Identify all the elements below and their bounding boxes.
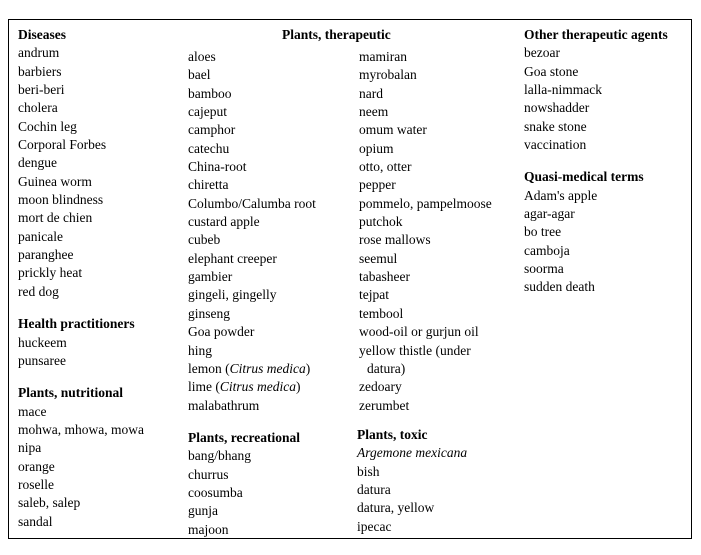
plants-toxic-heading: Plants, toxic <box>357 427 428 442</box>
list-item: barbiers <box>18 63 62 79</box>
list-item: moon blindness <box>18 192 104 208</box>
list-item: China-root <box>188 159 247 175</box>
list-item: Cochin leg <box>18 118 77 134</box>
diseases-heading: Diseases <box>18 27 66 42</box>
list-item: agar-agar <box>524 206 575 222</box>
list-item: vaccination <box>524 137 587 153</box>
list-item: majoon <box>188 521 229 537</box>
column-c-toxic <box>357 426 467 536</box>
list-item: tabasheer <box>359 269 410 285</box>
list-item: sudden death <box>524 279 595 295</box>
list-item: sandal <box>18 513 53 529</box>
list-item: roselle <box>18 476 54 492</box>
list-item: churrus <box>188 466 229 482</box>
list-item: opium <box>359 140 394 156</box>
list-item: mohwa, mhowa, mowa <box>18 421 144 437</box>
list-item: putchok <box>359 214 403 230</box>
list-item: bezoar <box>524 45 560 61</box>
list-item: hing <box>188 342 213 358</box>
list-item: catechu <box>188 140 230 156</box>
list-item: zerumbet <box>359 397 410 413</box>
list-item: elephant creeper <box>188 250 277 266</box>
column-a <box>18 26 144 531</box>
list-item: Goa powder <box>188 324 255 340</box>
list-item: gunja <box>188 503 218 519</box>
list-item: tejpat <box>359 287 389 303</box>
quasi-medical-terms-heading: Quasi-medical terms <box>524 169 644 185</box>
list-item: soorma <box>524 261 564 277</box>
list-item: Adam's apple <box>524 187 598 203</box>
column-d <box>524 26 668 297</box>
list-item: camboja <box>524 242 570 258</box>
list-item: orange <box>18 458 55 474</box>
list-item: ginseng <box>188 305 230 321</box>
list-item: zedoary <box>359 379 402 395</box>
list-item: punsaree <box>18 352 66 368</box>
list-item: mamiran <box>359 49 407 64</box>
list-item: datura, yellow <box>357 500 435 516</box>
list-item: panicale <box>18 228 63 244</box>
list-item: dengue <box>18 155 57 171</box>
list-item: gingeli, gingelly <box>188 287 277 303</box>
list-item: rose mallows <box>359 232 431 248</box>
list-item: nard <box>359 85 383 101</box>
list-item: cholera <box>18 100 58 116</box>
list-item: tembool <box>359 305 404 321</box>
list-item: pepper <box>359 177 396 193</box>
list-item: coosumba <box>188 484 243 500</box>
list-item: chiretta <box>188 177 229 193</box>
plants-nutritional-heading: Plants, nutritional <box>18 385 124 401</box>
list-item: pommelo, pampelmoose <box>359 195 492 211</box>
column-b <box>188 48 316 539</box>
column-c <box>359 48 492 415</box>
list-item: bang/bhang <box>188 448 251 464</box>
list-item: saleb, salep <box>18 495 81 511</box>
list-item: Columbo/Calumba root <box>188 195 316 211</box>
list-item: custard apple <box>188 214 260 230</box>
list-item: Goa stone <box>524 63 579 79</box>
list-item: andrum <box>18 45 60 61</box>
list-item: beri-beri <box>18 82 65 98</box>
list-item: bo tree <box>524 224 562 240</box>
list-item: Guinea worm <box>18 173 92 189</box>
list-item: yellow thistle (under <box>359 342 471 358</box>
list-item: myrobalan <box>359 67 417 83</box>
list-item: cajeput <box>188 104 227 120</box>
plants-recreational-heading: Plants, recreational <box>188 429 300 445</box>
list-item: omum water <box>359 122 427 138</box>
list-item: bael <box>188 67 211 83</box>
list-item: snake stone <box>524 118 587 134</box>
other-therapeutic-agents-heading: Other therapeutic agents <box>524 27 668 42</box>
list-item: aloes <box>188 49 216 64</box>
list-item: otto, otter <box>359 159 412 175</box>
plants-therapeutic-heading: Plants, therapeutic <box>282 27 391 42</box>
list-item: mort de chien <box>18 210 93 226</box>
list-item: wood-oil or gurjun oil <box>359 324 479 340</box>
list-item: prickly heat <box>18 265 83 281</box>
list-item: neem <box>359 104 389 120</box>
list-item: nowshadder <box>524 100 590 116</box>
list-item: camphor <box>188 122 236 138</box>
list-item: red dog <box>18 283 59 299</box>
list-item: huckeem <box>18 334 67 350</box>
list-item-lemon: lemon (Citrus medica) <box>188 360 311 376</box>
list-item: paranghee <box>18 247 74 263</box>
list-item: cubeb <box>188 232 221 248</box>
list-item-lime: lime (Citrus medica) <box>188 379 301 395</box>
list-item-continuation: datura) <box>367 360 406 376</box>
list-item: ipecac <box>357 518 392 534</box>
list-item: mace <box>18 403 47 419</box>
list-item: lalla-nimmack <box>524 82 602 98</box>
list-item-italic: Argemone mexicana <box>357 445 468 461</box>
list-item: seemul <box>359 250 398 266</box>
list-item: Corporal Forbes <box>18 137 107 153</box>
list-item: bamboo <box>188 85 232 101</box>
list-item: malabathrum <box>188 397 260 413</box>
list-item: datura <box>357 482 391 498</box>
list-item: gambier <box>188 269 233 285</box>
health-practitioners-heading: Health practitioners <box>18 316 135 332</box>
list-item: bish <box>357 463 380 479</box>
list-item: nipa <box>18 440 42 456</box>
